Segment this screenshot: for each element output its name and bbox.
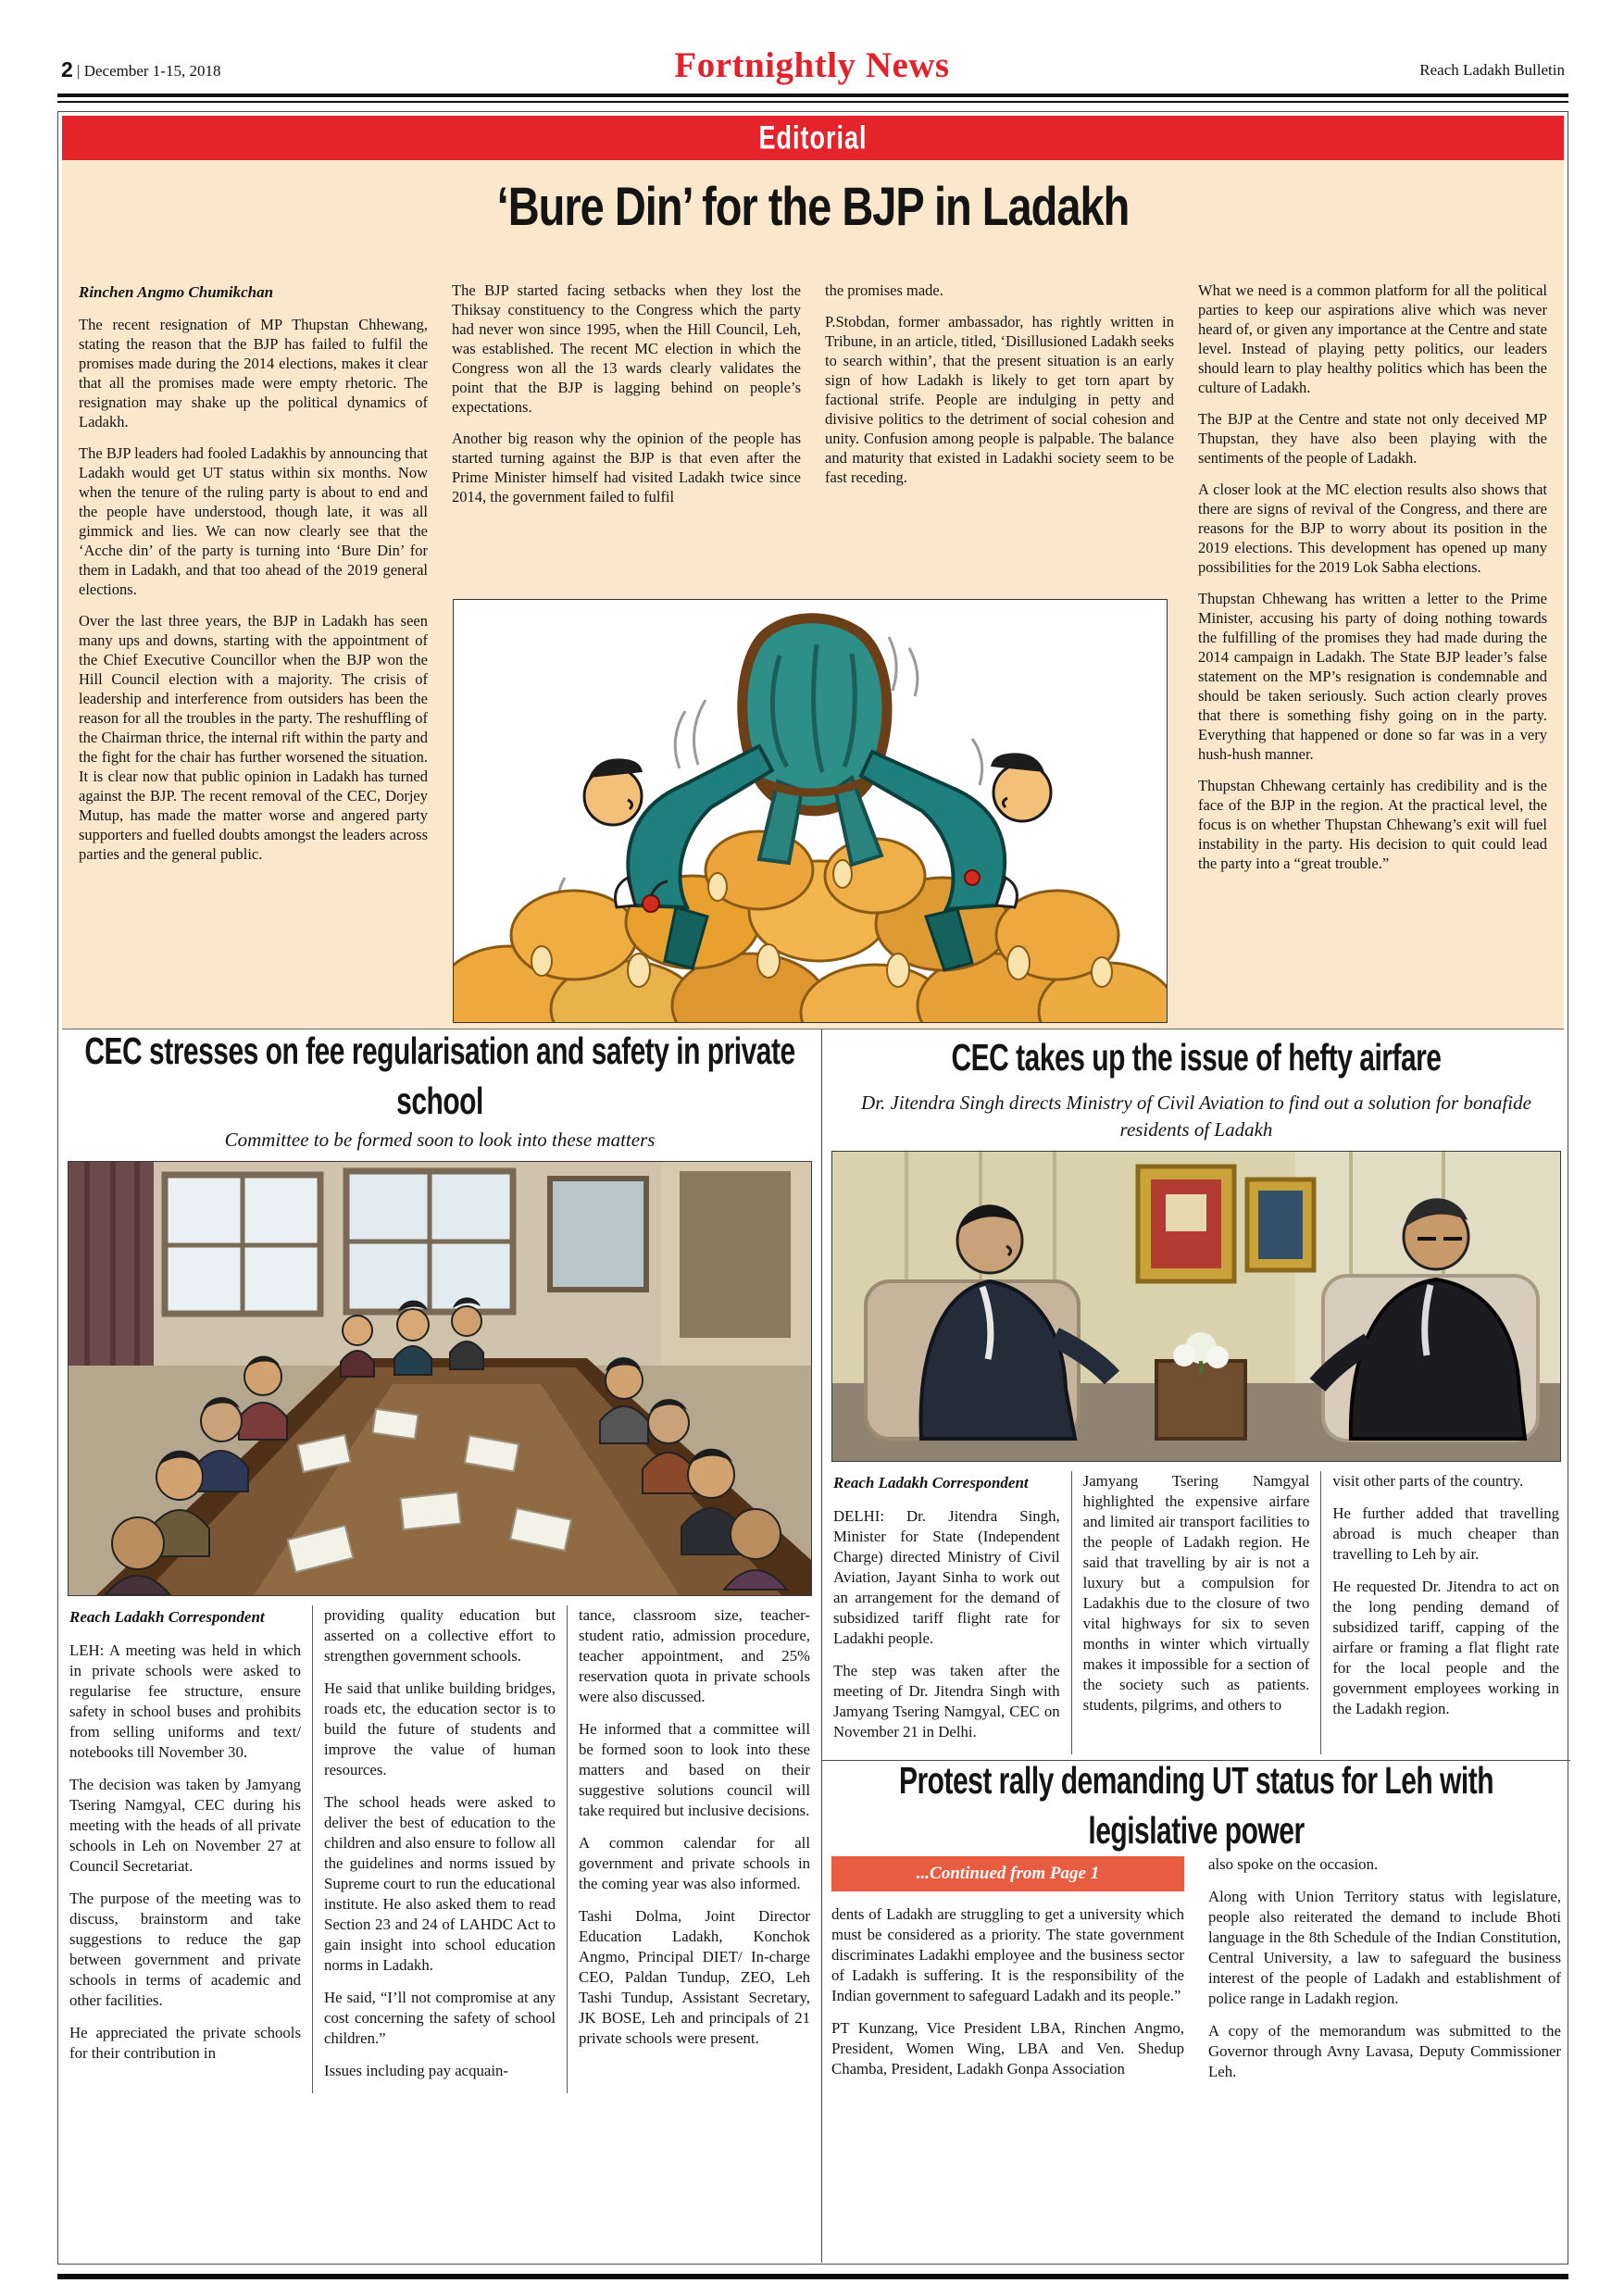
header-rule-thin: [57, 101, 1568, 103]
school-article: [58, 1029, 821, 2263]
paragraph: What we need is a common platform for all the political parties to keep our aspirations alive which was never heard of, or given any importance at the Centre and state level. Instead of playing petty politics, our leaders should learn to play healthy politics which has been the culture of Ladakh.: [1198, 281, 1547, 396]
paragraph: LEH: A meeting was held in which in private schools were asked to regularise fee structure, ensure safety in school buses and prohibits from selling uniforms and text/ notebooks till November 30.: [69, 1641, 301, 1761]
editorial-byline: Rinchen Angmo Chumikchan: [79, 283, 274, 301]
paragraph: The BJP leaders had fooled Ladakhis by announcing that Ladakh would get UT status within six months. Now when the tenure of the ruling party is about to end and the people have understood, though late, it was all gimmick and lies. We can now clearly see that the ‘Acche din’ of the party is turning into ‘Bure Din’ for them in Ladakh, and that too ahead of the 2019 general elections.: [79, 444, 428, 598]
paragraph: The BJP at the Centre and state not only deceived MP Thupstan, they have also been playing with the sentiments of the people of Ladakh.: [1198, 410, 1547, 467]
editorial-section: [62, 160, 1564, 1029]
paragraph: PT Kunzang, Vice President LBA, Rinchen Angmo, President, Women Wing, LBA and Ven. Shedup Chamba, President, Ladakh Gonpa Association: [831, 2019, 1184, 2078]
page-number: 2: [61, 57, 73, 81]
paragraph: He said that unlike building bridges, roads etc, the education sector is to build the future of students and improve the value of human resources.: [324, 1679, 556, 1778]
masthead: Fortnightly News: [674, 45, 950, 85]
airfare-column-1-text: [833, 1506, 1060, 1742]
paragraph: Along with Union Territory status with legislature, people also reiterated the demand to include Bhoti language in the 8th Schedule of the Indian Constitution, Central University, a law to safeguard the business interest of the people of Ladakh and establishment of police range in Ladakh region.: [1208, 1888, 1561, 2007]
paragraph: He appreciated the private schools for their contribution in: [69, 2024, 301, 2062]
header-rule-thick: [57, 94, 1568, 97]
school-article-byline: Reach Ladakh Correspondent: [69, 1608, 265, 1626]
airfare-photo: [831, 1151, 1561, 1462]
school-column-1-text: [69, 1641, 301, 2064]
paragraph: tance, classroom size, teacher-student ratio, admission procedure, teacher appointment, and 25% reservation quota in private schools were also discussed.: [579, 1606, 810, 1705]
paragraph: He informed that a committee will be formed soon to look into these matters and based on their suggestive solutions council will take required but inclusive decisions.: [579, 1720, 810, 1819]
paragraph: dents of Ladakh are struggling to get a university which must be considered as a priority. The state government discriminates Ladakhi employee and the business sector of Ladakh is suffering. It is the responsibility of the Indian government to safeguard Ladakh and its people.”: [831, 1905, 1184, 2004]
airfare-column-3: [1320, 1471, 1561, 1754]
editorial-column-1: [79, 281, 428, 885]
airfare-column-2-text: [1083, 1471, 1310, 1716]
paragraph: He requested Dr. Jitendra to act on the long pending demand of subsidized tariff, capping of the airfare or framing a flat flight rate for the local people and the government employees working in the Ladakh region.: [1332, 1578, 1560, 1717]
bottom-sections: [58, 1029, 1568, 2263]
school-article-columns: [68, 1605, 812, 2093]
paragraph: The BJP started facing setbacks when they lost the Thiksay constituency to the Congress which the party had never won since 1995, when the Hill Council, Leh, was established. The recent MC election in which the Congress won all the 13 wards clearly validates the point that the BJP is lagging behind on people’s expectations.: [452, 281, 801, 416]
continued-from-tag: ...Continued from Page 1: [831, 1856, 1184, 1891]
editorial-column-4: [1198, 281, 1547, 885]
school-column-1: [68, 1605, 312, 2093]
airfare-column-2: [1071, 1471, 1321, 1754]
paragraph: The step was taken after the meeting of Dr. Jitendra Singh with Jamyang Tsering Namgyal, CEC on November 21 in Delhi.: [833, 1662, 1060, 1741]
school-column-3-text: [579, 1605, 810, 2049]
editorial-cartoon: [453, 599, 1168, 1023]
airfare-article-headline: CEC takes up the issue of hefty airfare: [951, 1038, 1442, 1079]
paragraph: Thupstan Chhewang certainly has credibility and is the face of the BJP in the region. At the practical level, the focus is on whether Thupstan Chhewang’s exit will fuel instability in the party. His decision to quit could lead the party into a “great trouble.”: [1198, 777, 1547, 872]
paragraph: Issues including pay acquain-: [324, 2062, 508, 2079]
page-bottom-rule: [57, 2274, 1568, 2279]
school-article-subhead: Committee to be formed soon to look into these matters: [224, 1129, 656, 1151]
school-column-2-text: [324, 1605, 556, 2081]
editorial-column-3-text: [825, 281, 1174, 487]
paragraph: The decision was taken by Jamyang Tsering Namgyal, CEC during his meeting with the heads of all private schools in Leh on November 27 at Council Secretariat.: [69, 1776, 301, 1875]
editorial-banner: [62, 116, 1564, 160]
paragraph: He further added that travelling abroad is much cheaper than travelling to Leh by air.: [1332, 1504, 1560, 1563]
editorial-headline: ‘Bure Din’ for the BJP in Ladakh: [496, 175, 1130, 237]
content-box: [57, 111, 1568, 2265]
protest-article-headline: Protest rally demanding UT status for Leh with legislative power: [898, 1761, 1494, 1853]
school-article-headline: CEC stresses on fee regularisation and safety in private school: [84, 1031, 795, 1123]
paragraph: also spoke on the occasion.: [1208, 1855, 1379, 1873]
airfare-column-3-text: [1332, 1471, 1559, 1719]
paragraph: Thupstan Chhewang has written a letter to the Prime Minister, accusing his party of doing nothing towards the fulfilling of the promises they had made during the 2014 campaign in Ladakh. The State BJP leader’s false statement on the MP’s resignation is condemnable and should be taken seriously. Such action clearly proves that there is something fishy going on in the party. Everything that happened or done so far was in a very hush-hush manner.: [1198, 590, 1547, 763]
paragraph: A copy of the memorandum was submitted to the Governor through Avny Lavasa, Deputy Commissioner Leh.: [1208, 2022, 1561, 2080]
protest-column-2-text: [1208, 1854, 1561, 2082]
protest-column-1-text: [831, 1904, 1184, 2079]
paragraph: Jamyang Tsering Namgyal highlighted the expensive airfare and limited air transport facilities to the people of Ladakh region. He said that travelling by air is not a luxury but a compulsion for Ladakhis due to the closure of two vital highways for six to seven months in winter which virtually makes it impossible for a section of the society such as patients. students, pilgrims, and others to: [1082, 1472, 1310, 1714]
editorial-column-2-text: [452, 281, 801, 506]
paragraph: DELHI: Dr. Jitendra Singh, Minister for State (Independent Charge) directed Ministry of Civil Aviation, Jayant Sinha to work out an arrangement for the demand of subsidized tariff flight rate for Ladakhi people.: [833, 1507, 1060, 1647]
school-column-2: [312, 1605, 567, 2093]
airfare-article-subhead: Dr. Jitendra Singh directs Ministry of Civil Aviation to find out a solution for bonafide residents of Ladakh: [861, 1092, 1531, 1141]
editorial-column-4-text: [1198, 281, 1547, 873]
airfare-article-columns: [831, 1471, 1561, 1754]
protest-column-1: [831, 1854, 1184, 2094]
paragraph: the promises made.: [825, 281, 943, 299]
paragraph: A common calendar for all government and private schools in the coming year was also informed.: [579, 1834, 810, 1892]
paragraph: Over the last three years, the BJP in Ladakh has seen many ups and downs, starting with the appointment of the Chief Executive Councillor when the BJP won the Hill Council election with a majority. The crisis of leadership and interference from outsiders has been the reason for all the troubles in the party. The reshuffling of the Chairman thrice, the internal rift within the party and the fight for the chair has further worsened the situation. It is clear now that public opinion in Ladakh has turned against the BJP. The recent removal of the CEC, Dorjey Mutup, has made the matter worse and angered party supporters and fuelled doubts amongst the leaders across parties and the general public.: [79, 612, 428, 863]
issue-date: | December 1-15, 2018: [77, 62, 221, 80]
paragraph: visit other parts of the country.: [1332, 1472, 1524, 1490]
paragraph: providing quality education but asserted on a collective effort to strengthen government schools.: [324, 1606, 556, 1665]
paragraph: P.Stobdan, former ambassador, has rightly written in Tribune, in an article, titled, ‘Disillusioned Ladakh seeks to search within’, that the present situation is an early sign of how Ladakh is likely to get torn apart by factional strife. People are indulging in petty and divisive politics to the detriment of social cohesion and unity. Confusion among people is palpable. The balance and maturity that existed in Ladakhi society seem to be fast receding.: [825, 313, 1174, 486]
paragraph: The recent resignation of MP Thupstan Chhewang, stating the reason that the BJP has failed to fulfil the promises made during the 2014 elections, makes it clear that all the promises made were empty rhetoric. The resignation may shake up the political dynamics of Ladakh.: [79, 316, 428, 430]
airfare-article-byline: Reach Ladakh Correspondent: [833, 1474, 1029, 1491]
paragraph: A closer look at the MC election results also shows that there are signs of revival of the Congress, and there are reasons for the BJP to worry about its position in the 2019 elections. This development has opened up many possibilities for the 2019 Lok Sabha elections.: [1198, 480, 1547, 576]
paragraph: Another big reason why the opinion of the people has started turning against the BJP is that even after the Prime Minister himself had visited Ladakh twice since 2014, the government failed to fulfil: [452, 430, 801, 505]
paragraph: The purpose of the meeting was to discuss, brainstorm and take suggestions to reduce the gap between government and private schools in terms of academic and other facilities.: [69, 1890, 301, 2009]
paragraph: Tashi Dolma, Joint Director Education Ladakh, Konchok Angmo, Principal DIET/ In-charge CEO, Paldan Tundup, ZEO, Leh Tashi Tundup, Assistant Secretary, JK BOSE, Leh and principals of 21 private schools were present.: [579, 1907, 810, 2047]
airfare-column-1: [831, 1471, 1071, 1754]
meeting-photo: [68, 1161, 812, 1596]
school-column-3: [567, 1605, 812, 2093]
editorial-banner-label: Editorial: [758, 119, 868, 156]
publication-name: Reach Ladakh Bulletin: [1419, 61, 1565, 79]
paragraph: He said, “I’ll not compromise at any cost concerning the safety of school children.”: [324, 1989, 556, 2047]
paragraph: The school heads were asked to deliver the best of education to the children and also ensure to follow all the guidelines and norms issued by Supreme court to run the educational institute. He also asked them to read Section 23 and 24 of LAHDC Act to gain insight into school education norms in Ladakh.: [324, 1793, 556, 1974]
right-section: [821, 1029, 1570, 2263]
editorial-column-1-text: [79, 315, 428, 864]
protest-article-columns: [831, 1854, 1561, 2094]
cartoon-drawing: [454, 600, 1167, 1022]
protest-column-2: [1208, 1854, 1561, 2094]
